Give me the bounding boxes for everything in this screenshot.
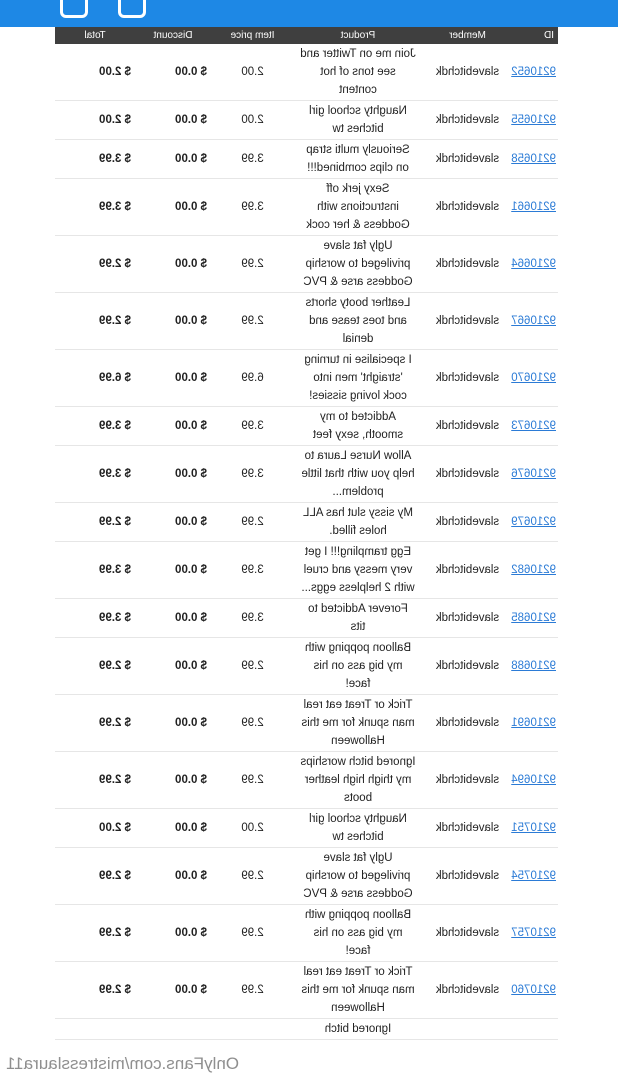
order-id-link[interactable]: 9210655 — [511, 114, 556, 126]
discount-cell: $ 0.00 — [135, 293, 211, 350]
discount-cell: $ 0.00 — [135, 905, 211, 962]
discount-cell: $ 0.00 — [135, 446, 211, 503]
order-id-link[interactable]: 9210652 — [511, 66, 556, 78]
total-cell: $ 6.99 — [55, 350, 135, 407]
discount-cell: $ 0.00 — [135, 542, 211, 599]
member-cell: slavebitchdk — [422, 962, 513, 1019]
column-header-discount: Discount — [135, 27, 211, 44]
table-row — [55, 293, 558, 350]
discount-cell: $ 0.00 — [135, 599, 211, 638]
member-cell: slavebitchdk — [422, 44, 513, 101]
id-cell — [513, 101, 558, 140]
total-cell: $ 2.99 — [55, 503, 135, 542]
column-header-member: Member — [422, 27, 513, 44]
orders-table — [55, 27, 558, 1040]
id-cell — [513, 179, 558, 236]
order-id-link[interactable]: 9210661 — [511, 201, 556, 213]
total-cell: $ 2.99 — [55, 848, 135, 905]
product-cell: Naughty school girl bitches tw — [294, 101, 422, 140]
member-cell: slavebitchdk — [422, 140, 513, 179]
table-row — [55, 542, 558, 599]
product-cell: Balloon popping with my big ass on his face! — [294, 905, 422, 962]
discount-cell: $ 0.00 — [135, 407, 211, 446]
product-cell: I specialise in turning 'straight' men into cock loving sissies! — [294, 350, 422, 407]
table-row — [55, 350, 558, 407]
product-cell: Join me on Twitter and see tons of hot content — [294, 44, 422, 101]
column-header-product: Product — [294, 27, 422, 44]
id-cell — [513, 1019, 558, 1040]
total-cell: $ 2.99 — [55, 293, 135, 350]
order-id-link[interactable]: 9210670 — [511, 372, 556, 384]
discount-cell: $ 0.00 — [135, 752, 211, 809]
item-price-cell: 2.99 — [211, 848, 294, 905]
item-price-cell: 2.99 — [211, 503, 294, 542]
item-price-cell: 2.00 — [211, 809, 294, 848]
member-cell: slavebitchdk — [422, 101, 513, 140]
product-cell: Ignored bitch — [294, 1019, 422, 1040]
order-id-link[interactable]: 9210658 — [511, 153, 556, 165]
id-cell — [513, 503, 558, 542]
top-app-bar — [0, 0, 618, 27]
member-cell: slavebitchdk — [422, 599, 513, 638]
product-cell: Ugly fat slave privileged to worship Goddess arse & PVC — [294, 236, 422, 293]
item-price-cell: 3.99 — [211, 179, 294, 236]
table-row — [55, 638, 558, 695]
order-id-link[interactable]: 9210667 — [511, 315, 556, 327]
id-cell — [513, 407, 558, 446]
discount-cell: $ 0.00 — [135, 695, 211, 752]
table-row — [55, 407, 558, 446]
column-header-id: ID — [513, 27, 558, 44]
member-cell: slavebitchdk — [422, 848, 513, 905]
table-row — [55, 179, 558, 236]
product-cell: Leather booty shorts and toes tease and denial — [294, 293, 422, 350]
product-cell: Naughty school girl bitches tw — [294, 809, 422, 848]
table-row — [55, 905, 558, 962]
discount-cell: $ 0.00 — [135, 140, 211, 179]
member-cell: slavebitchdk — [422, 179, 513, 236]
total-cell: $ 3.99 — [55, 407, 135, 446]
member-cell: slavebitchdk — [422, 407, 513, 446]
discount-cell: $ 0.00 — [135, 236, 211, 293]
order-id-link[interactable]: 9210760 — [511, 984, 556, 996]
id-cell — [513, 695, 558, 752]
member-cell: slavebitchdk — [422, 752, 513, 809]
total-cell: $ 3.99 — [55, 542, 135, 599]
app-icon[interactable] — [118, 0, 146, 18]
id-cell — [513, 962, 558, 1019]
table-row — [55, 809, 558, 848]
discount-cell — [135, 1019, 211, 1040]
order-id-link[interactable]: 9210685 — [511, 612, 556, 624]
product-cell: Trick or Treat eat real man spunk for me this Halloween — [294, 962, 422, 1019]
member-cell: slavebitchdk — [422, 638, 513, 695]
id-cell — [513, 542, 558, 599]
product-cell: Ignored bitch worships my thigh high leather boots — [294, 752, 422, 809]
order-id-link[interactable]: 9210751 — [511, 822, 556, 834]
id-cell — [513, 446, 558, 503]
total-cell: $ 2.99 — [55, 962, 135, 1019]
total-cell: $ 2.99 — [55, 236, 135, 293]
order-id-link[interactable]: 9210682 — [511, 564, 556, 576]
total-cell — [55, 1019, 135, 1040]
product-cell: Addicted to my smooth, sexy feet — [294, 407, 422, 446]
table-row — [55, 101, 558, 140]
order-id-link[interactable]: 9210754 — [511, 870, 556, 882]
column-header-total: Total — [55, 27, 135, 44]
column-header-item-price: Item price — [211, 27, 294, 44]
member-cell: slavebitchdk — [422, 293, 513, 350]
item-price-cell: 3.99 — [211, 140, 294, 179]
member-cell — [422, 1019, 513, 1040]
order-id-link[interactable]: 9210676 — [511, 468, 556, 480]
order-id-link[interactable]: 9210688 — [511, 660, 556, 672]
table-header-row — [55, 27, 558, 44]
member-cell: slavebitchdk — [422, 905, 513, 962]
table-row — [55, 503, 558, 542]
table-row — [55, 848, 558, 905]
watermark: OnlyFans.com/mistresslaura11 — [6, 1054, 240, 1073]
member-cell: slavebitchdk — [422, 542, 513, 599]
app-icon[interactable] — [60, 0, 88, 18]
id-cell — [513, 140, 558, 179]
product-cell: Trick or Treat eat real man spunk for me this Halloween — [294, 695, 422, 752]
total-cell: $ 3.99 — [55, 179, 135, 236]
discount-cell: $ 0.00 — [135, 638, 211, 695]
discount-cell: $ 0.00 — [135, 809, 211, 848]
product-cell: Sexy jerk off instructions with Goddess & her cock — [294, 179, 422, 236]
total-cell: $ 3.99 — [55, 140, 135, 179]
discount-cell: $ 0.00 — [135, 962, 211, 1019]
table-body — [55, 44, 558, 1040]
table-row — [55, 140, 558, 179]
id-cell — [513, 638, 558, 695]
item-price-cell: 3.99 — [211, 599, 294, 638]
order-id-link[interactable]: 9210757 — [511, 927, 556, 939]
total-cell: $ 2.99 — [55, 905, 135, 962]
item-price-cell: 2.99 — [211, 962, 294, 1019]
table-row — [55, 599, 558, 638]
item-price-cell: 2.00 — [211, 44, 294, 101]
item-price-cell: 6.99 — [211, 350, 294, 407]
table-row — [55, 1019, 558, 1040]
item-price-cell: 2.00 — [211, 101, 294, 140]
id-cell — [513, 599, 558, 638]
order-id-link[interactable]: 9210691 — [511, 717, 556, 729]
discount-cell: $ 0.00 — [135, 101, 211, 140]
total-cell: $ 2.00 — [55, 44, 135, 101]
table-row — [55, 236, 558, 293]
table-row — [55, 44, 558, 101]
order-id-link[interactable]: 9210664 — [511, 258, 556, 270]
id-cell — [513, 44, 558, 101]
discount-cell: $ 0.00 — [135, 44, 211, 101]
mirrored-content — [0, 27, 618, 1080]
order-id-link[interactable]: 9210679 — [511, 516, 556, 528]
order-id-link[interactable]: 9210694 — [511, 774, 556, 786]
order-id-link[interactable]: 9210673 — [511, 420, 556, 432]
total-cell: $ 3.99 — [55, 446, 135, 503]
product-cell: Ugly fat slave privileged to worship Goddess arse & PVC — [294, 848, 422, 905]
item-price-cell: 2.99 — [211, 752, 294, 809]
total-cell: $ 3.99 — [55, 599, 135, 638]
total-cell: $ 2.00 — [55, 809, 135, 848]
item-price-cell: 3.99 — [211, 407, 294, 446]
discount-cell: $ 0.00 — [135, 503, 211, 542]
product-cell: My sissy slut has ALL holes filled. — [294, 503, 422, 542]
member-cell: slavebitchdk — [422, 695, 513, 752]
item-price-cell: 2.99 — [211, 236, 294, 293]
member-cell: slavebitchdk — [422, 236, 513, 293]
item-price-cell: 3.99 — [211, 542, 294, 599]
table-row — [55, 446, 558, 503]
id-cell — [513, 236, 558, 293]
product-cell: Egg trampling!!! I get very messy and cruel with 2 helpless eggs... — [294, 542, 422, 599]
total-cell: $ 2.99 — [55, 752, 135, 809]
table-row — [55, 752, 558, 809]
discount-cell: $ 0.00 — [135, 350, 211, 407]
item-price-cell: 2.99 — [211, 638, 294, 695]
total-cell: $ 2.00 — [55, 101, 135, 140]
table-row — [55, 695, 558, 752]
id-cell — [513, 293, 558, 350]
member-cell: slavebitchdk — [422, 446, 513, 503]
item-price-cell — [211, 1019, 294, 1040]
discount-cell: $ 0.00 — [135, 848, 211, 905]
total-cell: $ 2.99 — [55, 695, 135, 752]
id-cell — [513, 350, 558, 407]
member-cell: slavebitchdk — [422, 503, 513, 542]
discount-cell: $ 0.00 — [135, 179, 211, 236]
item-price-cell: 3.99 — [211, 446, 294, 503]
id-cell — [513, 848, 558, 905]
total-cell: $ 2.99 — [55, 638, 135, 695]
id-cell — [513, 905, 558, 962]
id-cell — [513, 752, 558, 809]
product-cell: Forever Addicted to tits — [294, 599, 422, 638]
table-row — [55, 962, 558, 1019]
item-price-cell: 2.99 — [211, 293, 294, 350]
member-cell: slavebitchdk — [422, 350, 513, 407]
product-cell: Seriously multi strap on clips combined!!! — [294, 140, 422, 179]
product-cell: Allow Nurse Laura to help you with that little problem... — [294, 446, 422, 503]
product-cell: Balloon popping with my big ass on his face! — [294, 638, 422, 695]
id-cell — [513, 809, 558, 848]
item-price-cell: 2.99 — [211, 905, 294, 962]
member-cell: slavebitchdk — [422, 809, 513, 848]
item-price-cell: 2.99 — [211, 695, 294, 752]
